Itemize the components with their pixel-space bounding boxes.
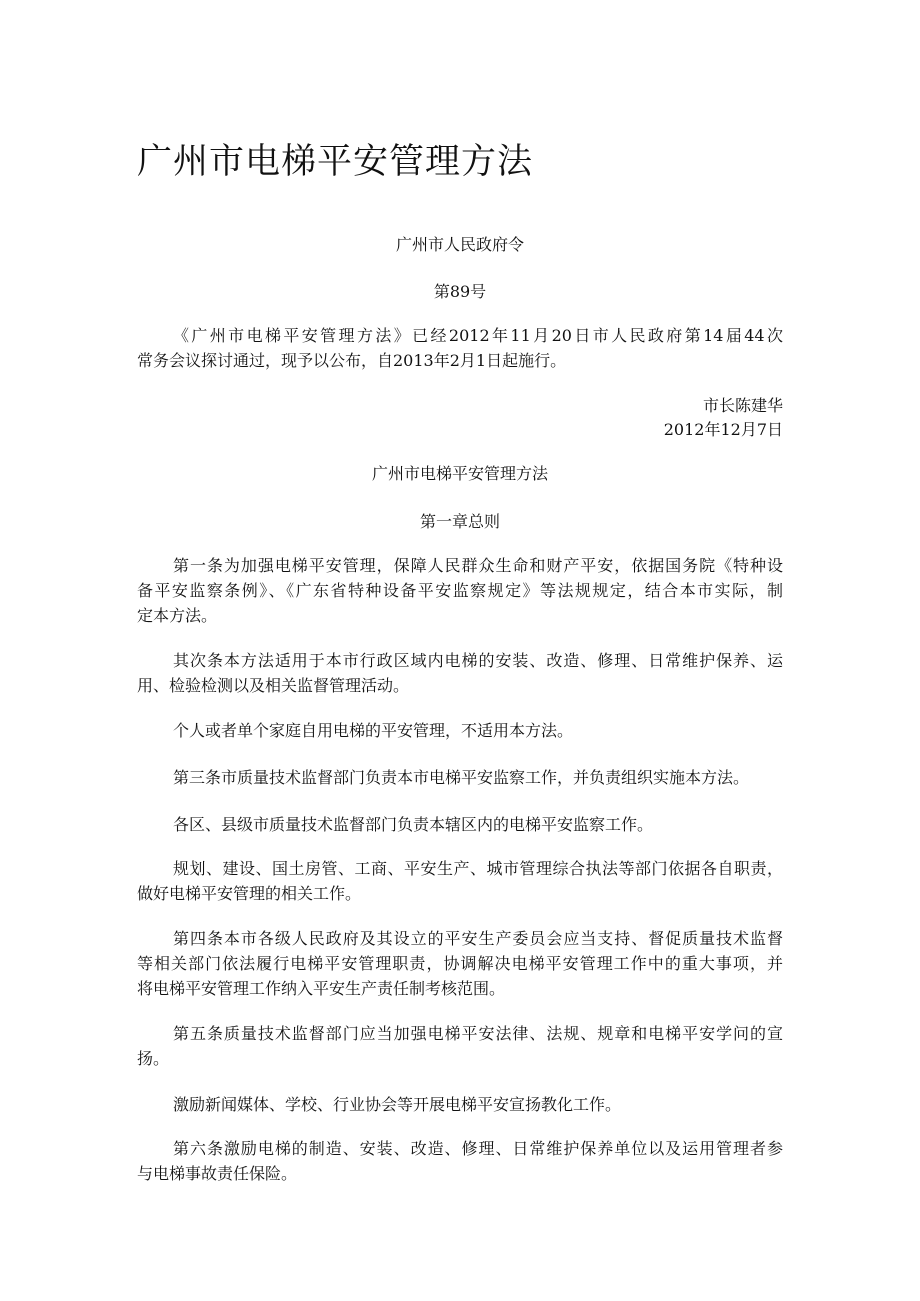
article-paragraph: [137, 812, 783, 837]
paragraph-line: 各区、县级市质量技术监督部门负责本辖区内的电梯平安监察工作。: [173, 815, 654, 834]
chapter-heading: 第一章总则: [419, 512, 500, 531]
article-paragraph: [137, 648, 783, 698]
paragraph-line: 等相关部门依法履行电梯平安管理职责，协调解决电梯平安管理工作中的重大事项，并: [137, 954, 783, 973]
paragraph-line: 规划、建设、国土房管、工商、平安生产、城市管理综合执法等部门依据各自职责，: [173, 859, 783, 878]
order-number: 第89号: [433, 282, 487, 301]
paragraph-line: 第一条为加强电梯平安管理，保障人民群众生命和财产平安，依据国务院《特种设: [173, 556, 783, 575]
article-paragraph: [137, 1021, 783, 1071]
paragraph-line: 激励新闻媒体、学校、行业协会等开展电梯平安宣扬教化工作。: [173, 1095, 622, 1114]
article-paragraph: [137, 553, 783, 628]
document-subtitle: 广州市电梯平安管理方法: [371, 464, 548, 483]
article-paragraph: [137, 718, 783, 743]
paragraph-line: 与电梯事故责任保险。: [137, 1164, 298, 1183]
article-paragraph: [137, 856, 783, 906]
paragraph-line: 第五条质量技术监督部门应当加强电梯平安法律、法规、规章和电梯平安学问的宣: [173, 1024, 783, 1043]
paragraph-line: 个人或者单个家庭自用电梯的平安管理，不适用本方法。: [173, 721, 574, 740]
paragraph-line: 常务会议探讨通过，现予以公布，自2013年2月1日起施行。: [137, 351, 567, 370]
issuer-line: 广州市人民政府令: [395, 235, 524, 254]
paragraph-line: 第四条本市各级人民政府及其设立的平安生产委员会应当支持、督促质量技术监督: [173, 929, 783, 948]
signatory: 市长陈建华: [702, 396, 783, 415]
article-paragraph: [137, 1092, 783, 1117]
document-title: 广州市电梯平安管理方法: [137, 142, 534, 182]
article-paragraph: [137, 765, 783, 790]
paragraph-line: 定本方法。: [137, 606, 218, 625]
paragraph-line: 将电梯平安管理工作纳入平安生产责任制考核范围。: [137, 979, 506, 998]
paragraph-line: 备平安监察条例》、《广东省特种设备平安监察规定》等法规规定，结合本市实际，制: [137, 581, 783, 600]
paragraph-line: 扬。: [137, 1049, 170, 1068]
article-paragraph: [137, 926, 783, 1001]
paragraph-line: 第三条市质量技术监督部门负责本市电梯平安监察工作，并负责组织实施本方法。: [173, 768, 750, 787]
article-paragraph: [137, 1136, 783, 1186]
paragraph-line: 其次条本方法适用于本市行政区域内电梯的安装、改造、修理、日常维护保养、运: [173, 651, 783, 670]
promulgation-paragraph: [137, 323, 783, 373]
paragraph-line: 《广州市电梯平安管理方法》已经2012年11月20日市人民政府第14届44次: [173, 326, 783, 345]
sign-date: 2012年12月7日: [663, 420, 783, 439]
paragraph-line: 用、检验检测以及相关监督管理活动。: [137, 676, 410, 695]
paragraph-line: 做好电梯平安管理的相关工作。: [137, 884, 362, 903]
paragraph-line: 第六条激励电梯的制造、安装、改造、修理、日常维护保养单位以及运用管理者参: [173, 1139, 783, 1158]
